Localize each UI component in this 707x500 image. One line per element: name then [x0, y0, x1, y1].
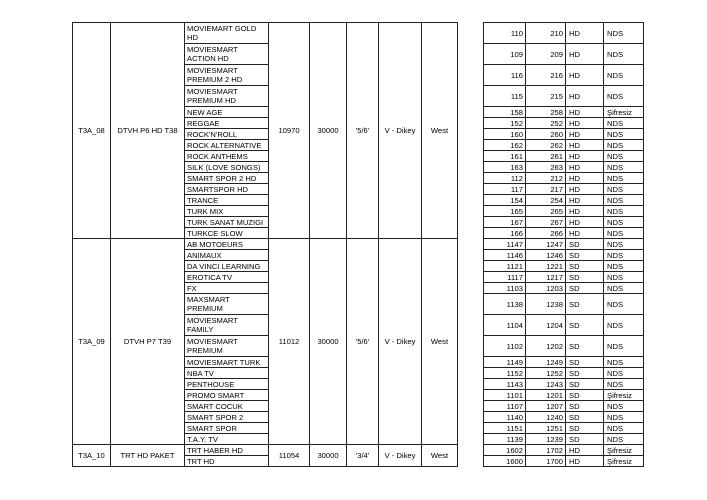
channel-name: SMART COCUK [185, 401, 269, 412]
quality: HD [566, 129, 604, 140]
channel-name: PENTHOUSE [185, 379, 269, 390]
channel-table-body [73, 23, 644, 467]
channel-id: 1151 [484, 423, 526, 434]
column-gap [458, 239, 484, 445]
channel-name: MOVIESMART TURK [185, 357, 269, 368]
encryption: NDS [604, 140, 644, 151]
service-id: 215 [526, 86, 566, 107]
channel-id: 165 [484, 206, 526, 217]
quality: SD [566, 283, 604, 294]
encryption: NDS [604, 65, 644, 86]
quality: SD [566, 261, 604, 272]
quality: HD [566, 228, 604, 239]
channel-id: 110 [484, 23, 526, 44]
encryption: NDS [604, 434, 644, 445]
channel-id: 1104 [484, 315, 526, 336]
symbol-rate: 30000 [310, 23, 347, 239]
quality: HD [566, 184, 604, 195]
channel-id: 152 [484, 118, 526, 129]
satellite: West [422, 239, 458, 445]
quality: HD [566, 206, 604, 217]
satellite: West [422, 23, 458, 239]
quality: HD [566, 456, 604, 467]
encryption: NDS [604, 162, 644, 173]
service-id: 1700 [526, 456, 566, 467]
encryption: NDS [604, 217, 644, 228]
encryption: NDS [604, 412, 644, 423]
satellite: West [422, 445, 458, 467]
encryption: NDS [604, 357, 644, 368]
group-code: T3A_08 [73, 23, 111, 239]
encryption: NDS [604, 184, 644, 195]
channel-name: NBA TV [185, 368, 269, 379]
encryption: NDS [604, 294, 644, 315]
quality: HD [566, 195, 604, 206]
quality: SD [566, 390, 604, 401]
service-id: 1221 [526, 261, 566, 272]
service-id: 1249 [526, 357, 566, 368]
quality: HD [566, 151, 604, 162]
service-id: 1239 [526, 434, 566, 445]
channel-name: DA VINCI LEARNING [185, 261, 269, 272]
group-code: T3A_10 [73, 445, 111, 467]
channel-name: MOVIESMART PREMIUM [185, 336, 269, 357]
channel-id: 154 [484, 195, 526, 206]
symbol-rate: 30000 [310, 239, 347, 445]
encryption: NDS [604, 173, 644, 184]
channel-id: 1121 [484, 261, 526, 272]
channel-name: MOVIESMART FAMILY [185, 315, 269, 336]
channel-id: 1107 [484, 401, 526, 412]
encryption: NDS [604, 206, 644, 217]
frequency: 10970 [269, 23, 310, 239]
channel-name: SMART SPOR 2 HD [185, 173, 269, 184]
channel-id: 158 [484, 107, 526, 118]
service-id: 1217 [526, 272, 566, 283]
channel-id: 1149 [484, 357, 526, 368]
service-id: 1247 [526, 239, 566, 250]
package-name: DTVH P7 T39 [111, 239, 185, 445]
channel-id: 162 [484, 140, 526, 151]
channel-id: 1602 [484, 445, 526, 456]
channel-name: TURK MIX [185, 206, 269, 217]
encryption: NDS [604, 86, 644, 107]
service-id: 263 [526, 162, 566, 173]
quality: SD [566, 336, 604, 357]
service-id: 1251 [526, 423, 566, 434]
frequency: 11012 [269, 239, 310, 445]
package-name: DTVH P6 HD T38 [111, 23, 185, 239]
channel-id: 109 [484, 44, 526, 65]
channel-id: 1101 [484, 390, 526, 401]
quality: SD [566, 379, 604, 390]
channel-name: TRT HABER HD [185, 445, 269, 456]
encryption: Şifresiz [604, 390, 644, 401]
channel-id: 1152 [484, 368, 526, 379]
encryption: NDS [604, 336, 644, 357]
service-id: 260 [526, 129, 566, 140]
encryption: Şifresiz [604, 456, 644, 467]
quality: HD [566, 65, 604, 86]
group-code: T3A_09 [73, 239, 111, 445]
channel-name: EROTICA TV [185, 272, 269, 283]
service-id: 1240 [526, 412, 566, 423]
channel-name: T.A.Y. TV [185, 434, 269, 445]
channel-name: SMART SPOR [185, 423, 269, 434]
service-id: 267 [526, 217, 566, 228]
quality: HD [566, 23, 604, 44]
channel-name: MOVIESMART ACTION HD [185, 44, 269, 65]
service-id: 1246 [526, 250, 566, 261]
frequency: 11054 [269, 445, 310, 467]
channel-name: SMARTSPOR HD [185, 184, 269, 195]
encryption: NDS [604, 195, 644, 206]
quality: SD [566, 423, 604, 434]
quality: SD [566, 315, 604, 336]
encryption: NDS [604, 44, 644, 65]
service-id: 252 [526, 118, 566, 129]
table-row [73, 445, 644, 456]
channel-id: 1140 [484, 412, 526, 423]
channel-name: ROCK'N'ROLL [185, 129, 269, 140]
service-id: 210 [526, 23, 566, 44]
channel-name: TURKCE SLOW [185, 228, 269, 239]
channel-name: ROCK ANTHEMS [185, 151, 269, 162]
encryption: NDS [604, 228, 644, 239]
channel-id: 1146 [484, 250, 526, 261]
table-row [73, 239, 644, 250]
encryption: NDS [604, 423, 644, 434]
service-id: 1702 [526, 445, 566, 456]
channel-id: 115 [484, 86, 526, 107]
service-id: 262 [526, 140, 566, 151]
channel-id: 1138 [484, 294, 526, 315]
channel-id: 167 [484, 217, 526, 228]
symbol-rate: 30000 [310, 445, 347, 467]
polarization: V - Dikey [379, 23, 422, 239]
encryption: NDS [604, 401, 644, 412]
encryption: NDS [604, 23, 644, 44]
quality: SD [566, 272, 604, 283]
service-id: 266 [526, 228, 566, 239]
channel-name: MOVIEMART GOLD HD [185, 23, 269, 44]
encryption: NDS [604, 250, 644, 261]
service-id: 1243 [526, 379, 566, 390]
encryption: Şifresiz [604, 107, 644, 118]
table-row [73, 23, 644, 44]
quality: SD [566, 368, 604, 379]
channel-name: SILK (LOVE SONGS) [185, 162, 269, 173]
service-id: 1207 [526, 401, 566, 412]
channel-name: MAXSMART PREMIUM [185, 294, 269, 315]
quality: HD [566, 162, 604, 173]
channel-id: 1147 [484, 239, 526, 250]
channel-id: 1103 [484, 283, 526, 294]
column-gap [458, 23, 484, 239]
service-id: 1238 [526, 294, 566, 315]
encryption: NDS [604, 239, 644, 250]
fec: '5/6' [347, 239, 379, 445]
channel-id: 1117 [484, 272, 526, 283]
service-id: 1203 [526, 283, 566, 294]
service-id: 209 [526, 44, 566, 65]
channel-table [72, 22, 644, 467]
quality: HD [566, 445, 604, 456]
polarization: V - Dikey [379, 239, 422, 445]
quality: SD [566, 250, 604, 261]
fec: '3/4' [347, 445, 379, 467]
channel-name: REGGAE [185, 118, 269, 129]
service-id: 261 [526, 151, 566, 162]
channel-id: 166 [484, 228, 526, 239]
quality: SD [566, 434, 604, 445]
quality: SD [566, 239, 604, 250]
quality: SD [566, 412, 604, 423]
channel-name: TRT HD [185, 456, 269, 467]
service-id: 216 [526, 65, 566, 86]
column-gap [458, 445, 484, 467]
channel-id: 1139 [484, 434, 526, 445]
quality: SD [566, 294, 604, 315]
service-id: 1204 [526, 315, 566, 336]
channel-name: ANIMAUX [185, 250, 269, 261]
channel-name: FX [185, 283, 269, 294]
service-id: 1252 [526, 368, 566, 379]
encryption: NDS [604, 129, 644, 140]
channel-id: 116 [484, 65, 526, 86]
quality: SD [566, 401, 604, 412]
encryption: NDS [604, 261, 644, 272]
channel-id: 1102 [484, 336, 526, 357]
channel-name: NEW AGE [185, 107, 269, 118]
encryption: NDS [604, 379, 644, 390]
service-id: 254 [526, 195, 566, 206]
service-id: 217 [526, 184, 566, 195]
channel-id: 117 [484, 184, 526, 195]
channel-id: 161 [484, 151, 526, 162]
service-id: 212 [526, 173, 566, 184]
encryption: Şifresiz [604, 445, 644, 456]
encryption: NDS [604, 315, 644, 336]
encryption: NDS [604, 118, 644, 129]
channel-id: 1143 [484, 379, 526, 390]
polarization: V - Dikey [379, 445, 422, 467]
quality: HD [566, 140, 604, 151]
channel-id: 163 [484, 162, 526, 173]
service-id: 258 [526, 107, 566, 118]
channel-id: 112 [484, 173, 526, 184]
channel-name: MOVIESMART PREMIUM 2 HD [185, 65, 269, 86]
encryption: NDS [604, 151, 644, 162]
channel-name: PROMO SMART [185, 390, 269, 401]
encryption: NDS [604, 283, 644, 294]
fec: '5/6' [347, 23, 379, 239]
quality: HD [566, 118, 604, 129]
channel-id: 160 [484, 129, 526, 140]
quality: HD [566, 107, 604, 118]
channel-name: SMART SPOR 2 [185, 412, 269, 423]
channel-id: 1600 [484, 456, 526, 467]
channel-name: AB MOTOEURS [185, 239, 269, 250]
quality: HD [566, 173, 604, 184]
channel-name: MOVIESMART PREMIUM HD [185, 86, 269, 107]
channel-name: ROCK ALTERNATIVE [185, 140, 269, 151]
service-id: 1202 [526, 336, 566, 357]
channel-name: TRANCE [185, 195, 269, 206]
quality: HD [566, 44, 604, 65]
channel-name: TURK SANAT MUZIGI [185, 217, 269, 228]
service-id: 265 [526, 206, 566, 217]
encryption: NDS [604, 368, 644, 379]
package-name: TRT HD PAKET [111, 445, 185, 467]
quality: HD [566, 86, 604, 107]
encryption: NDS [604, 272, 644, 283]
quality: HD [566, 217, 604, 228]
quality: SD [566, 357, 604, 368]
service-id: 1201 [526, 390, 566, 401]
